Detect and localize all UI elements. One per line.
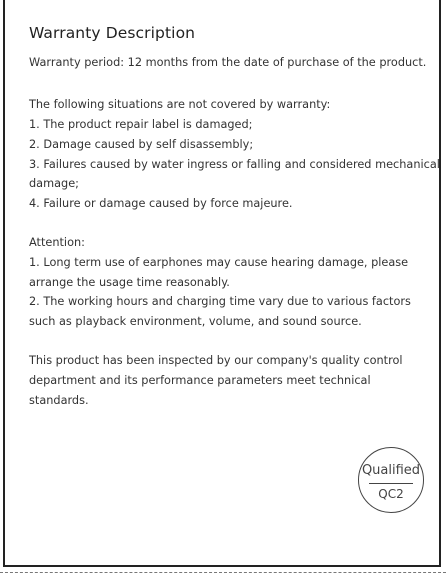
exclusion-item-1: 1. The product repair label is damaged;	[29, 118, 253, 131]
exclusion-item-2: 2. Damage caused by self disassembly;	[29, 138, 254, 151]
seal-qualified-text: Qualified	[361, 463, 421, 478]
attention-heading: Attention:	[29, 236, 85, 249]
warranty-period: Warranty period: 12 months from the date of purchase of the product.	[29, 56, 427, 69]
inspection-line-2: department and its performance parameters meet technical	[29, 374, 371, 387]
exclusion-item-3-line-2: damage;	[29, 177, 79, 190]
attention-item-1-line-1: 1. Long term use of earphones may cause hearing damage, please	[29, 256, 409, 269]
attention-item-2-line-1: 2. The working hours and charging time vary due to various factors	[29, 295, 411, 308]
exclusion-item-4: 4. Failure or damage caused by force majeure.	[29, 197, 293, 210]
exclusion-item-3-line-1: 3. Failures caused by water ingress or falling and considered mechanical	[29, 158, 440, 171]
warranty-title: Warranty Description	[29, 24, 196, 42]
inspection-line-1: This product has been inspected by our company's quality control	[29, 354, 403, 367]
qualified-seal	[358, 447, 424, 513]
warranty-card	[3, 0, 441, 567]
exclusions-heading: The following situations are not covered by warranty:	[29, 98, 331, 111]
inspection-line-3: standards.	[29, 394, 89, 407]
seal-qc-code: QC2	[378, 487, 404, 501]
attention-item-2-line-2: such as playback environment, volume, and sound source.	[29, 315, 362, 328]
attention-item-1-line-2: arrange the usage time reasonably.	[29, 276, 230, 289]
seal-divider	[369, 483, 413, 484]
cut-line	[0, 572, 446, 573]
